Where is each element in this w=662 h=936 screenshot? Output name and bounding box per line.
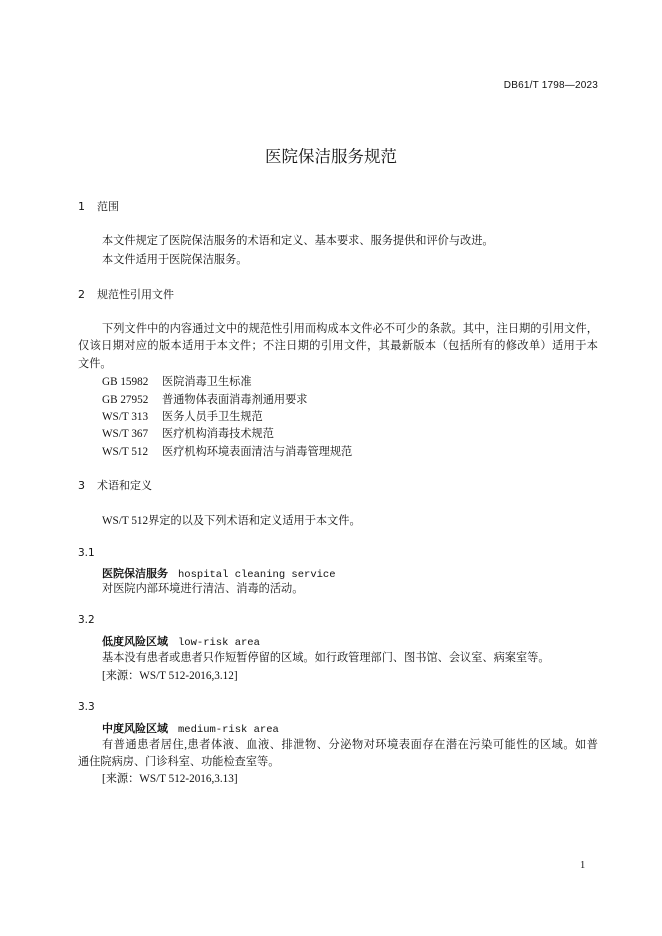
section-2-number: 2: [78, 288, 85, 301]
reference-item: [102, 392, 307, 408]
term-heading: [102, 719, 279, 738]
term-source: [来源：WS/T 512-2016,3.13]: [102, 773, 238, 785]
reference-title: 医务人员手卫生规范: [162, 411, 263, 423]
reference-code: WS/T 313: [102, 411, 149, 423]
reference-item: [102, 444, 352, 460]
section-3-number: 3: [78, 479, 85, 492]
reference-item: [102, 409, 263, 425]
refs-intro-line-3: 文件。: [78, 358, 112, 370]
term-entry-number: 3.3: [78, 701, 95, 713]
term-entry-number: 3.2: [78, 614, 95, 626]
term-english: low-risk area: [178, 637, 260, 649]
section-1-number: 1: [78, 200, 85, 213]
scope-paragraph-1: 本文件规定了医院保洁服务的术语和定义、基本要求、服务提供和评价与改进。: [102, 235, 494, 247]
reference-code: WS/T 367: [102, 428, 149, 440]
section-1-title: 范围: [97, 200, 119, 213]
standard-code-header: DB61/T 1798—2023: [503, 80, 598, 91]
term-definition-line-1: 有普通患者居住,患者体液、血液、排泄物、分泌物对环境表面存在潜在污染可能性的区域。如普: [102, 739, 598, 751]
reference-item: [102, 426, 274, 442]
term-heading: [102, 632, 260, 651]
term-chinese: 中度风险区域: [102, 722, 168, 735]
section-3-title: 术语和定义: [97, 479, 152, 492]
term-definition: 对医院内部环境进行清洁、消毒的活动。: [102, 583, 304, 595]
reference-title: 普通物体表面消毒剂通用要求: [162, 394, 308, 406]
section-2-title: 规范性引用文件: [97, 288, 174, 301]
term-chinese: 医院保洁服务: [102, 567, 168, 580]
reference-title: 医疗机构环境表面清洁与消毒管理规范: [162, 446, 353, 458]
reference-item: [102, 374, 252, 390]
scope-paragraph-2: 本文件适用于医院保洁服务。: [102, 254, 248, 266]
term-english: hospital cleaning service: [178, 569, 336, 581]
reference-code: WS/T 512: [102, 446, 149, 458]
refs-intro-line-1: 下列文件中的内容通过文中的规范性引用而构成本文件必不可少的条款。其中，注日期的引用文件，: [102, 323, 598, 335]
reference-title: 医疗机构消毒技术规范: [162, 428, 274, 440]
term-source: [来源：WS/T 512-2016,3.12]: [102, 670, 238, 682]
term-definition-line-2: 通住院病房、门诊科室、功能检查室等。: [78, 756, 280, 768]
reference-code: GB 27952: [102, 394, 149, 406]
term-english: medium-risk area: [178, 724, 279, 736]
terms-intro: WS/T 512界定的以及下列术语和定义适用于本文件。: [102, 515, 361, 527]
refs-intro-line-2: 仅该日期对应的版本适用于本文件；不注日期的引用文件，其最新版本（包括所有的修改单）适用于本: [78, 340, 598, 352]
document-title: 医院保洁服务规范: [265, 147, 397, 166]
term-definition: 基本没有患者或患者只作短暂停留的区域。如行政管理部门、图书馆、会议室、病案室等。: [102, 652, 550, 664]
page-number: 1: [580, 860, 586, 871]
reference-title: 医院消毒卫生标准: [162, 376, 252, 388]
term-entry-number: 3.1: [78, 547, 95, 559]
term-chinese: 低度风险区域: [102, 635, 168, 648]
reference-code: GB 15982: [102, 376, 149, 388]
